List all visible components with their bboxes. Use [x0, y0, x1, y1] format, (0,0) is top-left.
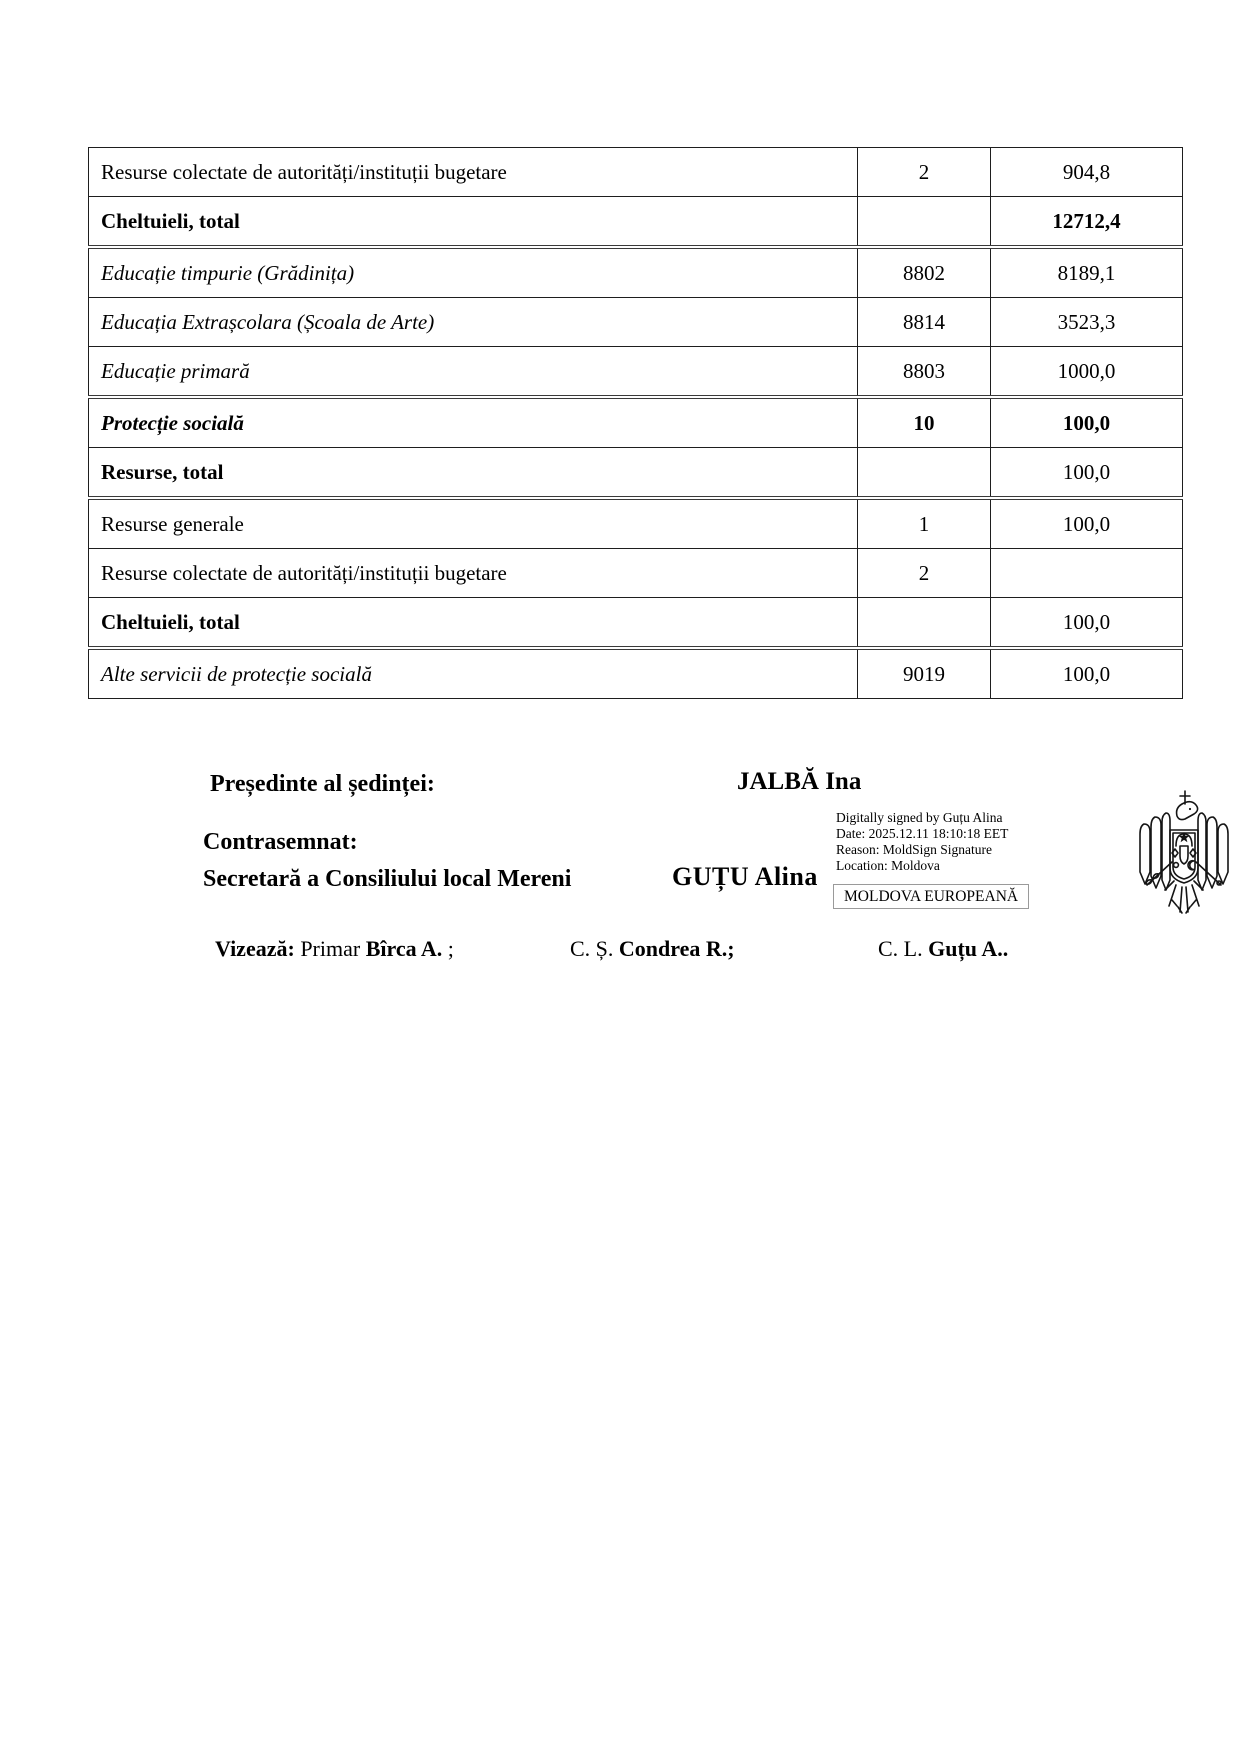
- moldova-coat-of-arms-icon: [1132, 788, 1236, 922]
- digital-signature-line: Digitally signed by Guțu Alina: [836, 810, 1003, 825]
- president-label: Președinte al ședinței:: [210, 771, 435, 797]
- row-value-cell: 904,8: [991, 148, 1183, 197]
- visa-entry-primar: Vizează: Primar Bîrca A. ;: [215, 936, 454, 961]
- row-value-cell: 100,0: [991, 598, 1183, 649]
- row-code-cell: 8814: [858, 298, 991, 347]
- row-label-cell: Cheltuieli, total: [89, 197, 858, 248]
- row-value-cell: 8189,1: [991, 247, 1183, 298]
- row-value-cell: 1000,0: [991, 347, 1183, 398]
- row-code-cell: 8802: [858, 247, 991, 298]
- digital-signature-block: [836, 810, 1136, 874]
- row-label-cell: Resurse colectate de autorități/instituții bugetare: [89, 148, 858, 197]
- secretary-label: Secretară a Consiliului local Mereni: [203, 866, 572, 892]
- visa-name: Bîrca A.: [365, 936, 443, 961]
- row-label-cell: Resurse generale: [89, 498, 858, 549]
- table-row: [89, 298, 1183, 347]
- budget-table: [88, 147, 1183, 699]
- table-row: [89, 498, 1183, 549]
- row-code-cell: [858, 598, 991, 649]
- row-label-cell: Resurse colectate de autorități/instituții bugetare: [89, 549, 858, 598]
- visa-label: Vizează:: [215, 936, 295, 961]
- row-label-cell: Educație primară: [89, 347, 858, 398]
- visa-entry-gutu: C. L. Guțu A..: [878, 936, 1009, 961]
- moldova-europeana-stamp: MOLDOVA EUROPEANĂ: [833, 884, 1029, 909]
- row-value-cell: 100,0: [991, 448, 1183, 499]
- row-code-cell: 2: [858, 148, 991, 197]
- row-value-cell: 12712,4: [991, 197, 1183, 248]
- visa-name: Condrea R.;: [618, 936, 735, 961]
- row-code-cell: 2: [858, 549, 991, 598]
- row-code-cell: 8803: [858, 347, 991, 398]
- visa-name: Guțu A..: [928, 936, 1009, 961]
- secretary-name: GUȚU Alina: [672, 862, 818, 891]
- digital-signature-line: Location: Moldova: [836, 858, 940, 873]
- table-row: [89, 247, 1183, 298]
- row-code-cell: 1: [858, 498, 991, 549]
- row-code-cell: [858, 448, 991, 499]
- row-label-cell: Resurse, total: [89, 448, 858, 499]
- table-row: [89, 397, 1183, 448]
- table-row: [89, 549, 1183, 598]
- row-value-cell: [991, 549, 1183, 598]
- row-value-cell: 3523,3: [991, 298, 1183, 347]
- row-value-cell: 100,0: [991, 397, 1183, 448]
- countersign-label: Contrasemnat:: [203, 829, 358, 855]
- table-row: [89, 448, 1183, 499]
- table-row: [89, 347, 1183, 398]
- visa-entry-condrea: C. Ș. Condrea R.;: [570, 936, 735, 961]
- digital-signature-line: Date: 2025.12.11 18:10:18 EET: [836, 826, 1009, 841]
- table-row: [89, 648, 1183, 699]
- row-value-cell: 100,0: [991, 648, 1183, 699]
- table-row: [89, 148, 1183, 197]
- row-code-cell: [858, 197, 991, 248]
- table-row: [89, 197, 1183, 248]
- row-code-cell: 9019: [858, 648, 991, 699]
- digital-signature-line: Reason: MoldSign Signature: [836, 842, 992, 857]
- row-label-cell: Educația Extrașcolara (Școala de Arte): [89, 298, 858, 347]
- row-code-cell: 10: [858, 397, 991, 448]
- row-label-cell: Protecție socială: [89, 397, 858, 448]
- table-row: [89, 598, 1183, 649]
- row-value-cell: 100,0: [991, 498, 1183, 549]
- row-label-cell: Cheltuieli, total: [89, 598, 858, 649]
- row-label-cell: Alte servicii de protecție socială: [89, 648, 858, 699]
- president-name: JALBĂ Ina: [737, 768, 862, 795]
- row-label-cell: Educație timpurie (Grădinița): [89, 247, 858, 298]
